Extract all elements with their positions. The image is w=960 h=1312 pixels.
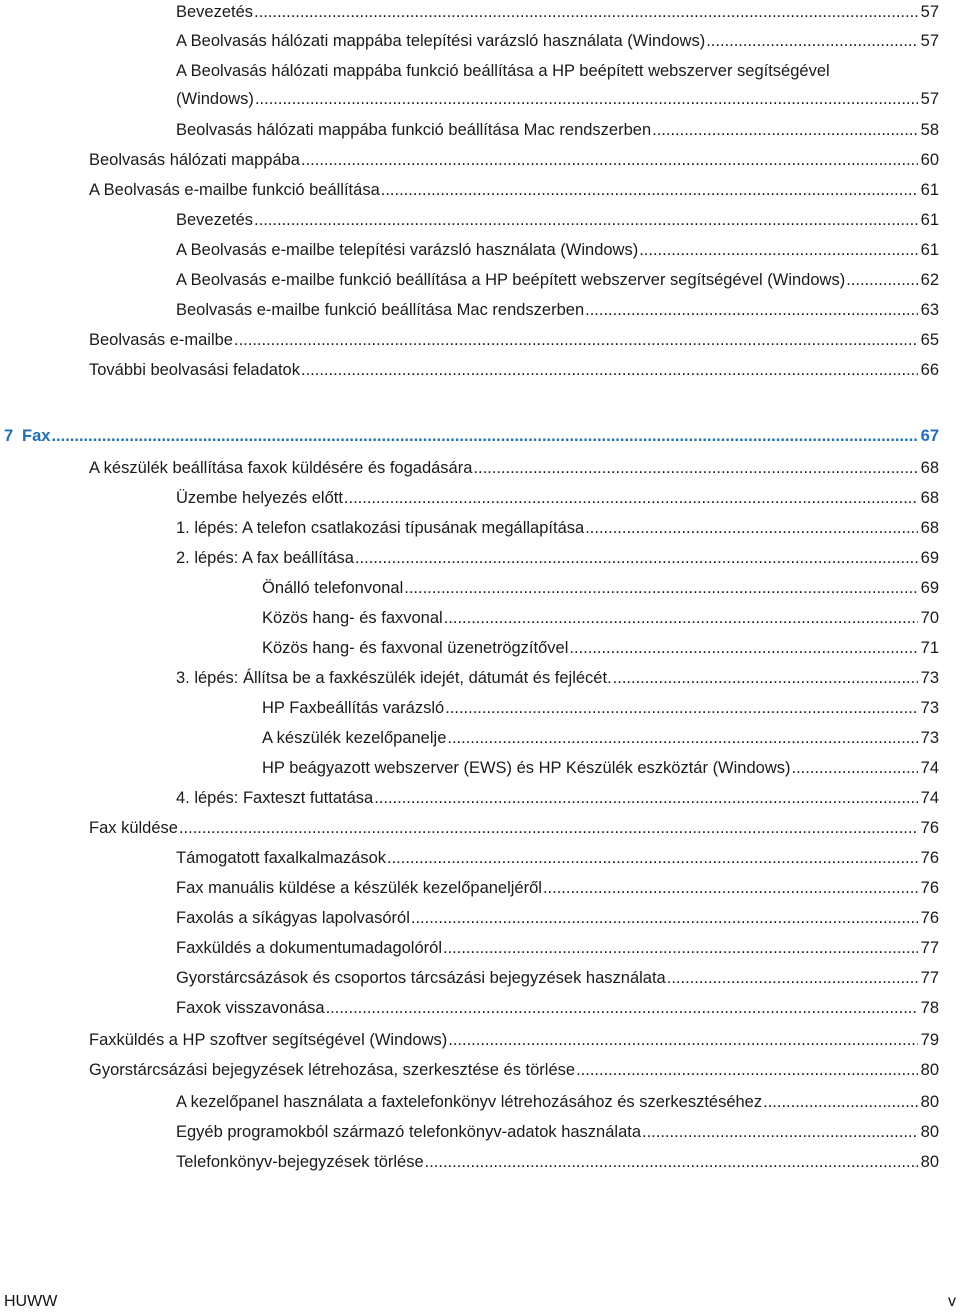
toc-entry-title: A Beolvasás e-mailbe funkció beállítása a HP beépített webszerver segítségével (Windows) — [176, 271, 846, 289]
toc-entry[interactable] — [176, 1090, 939, 1114]
toc-page-number: 77 — [920, 939, 939, 957]
footer-left-label: HUWW — [4, 1293, 58, 1310]
toc-page-number: 71 — [920, 639, 939, 657]
dot-leader — [447, 726, 917, 750]
toc-entry-title: Telefonkönyv-bejegyzések törlése — [176, 1153, 424, 1171]
toc-entry-title: A Beolvasás hálózati mappába funkció beállítása a HP beépített webszerver segítségével — [176, 62, 830, 80]
toc-entry[interactable] — [262, 576, 939, 600]
toc-entry-title: A készülék beállítása faxok küldésére és fogadására — [89, 459, 473, 477]
toc-entry[interactable] — [176, 516, 939, 540]
toc-page-number: 80 — [920, 1153, 939, 1171]
toc-page-number: 61 — [920, 211, 939, 229]
dot-leader — [613, 666, 918, 690]
toc-entry[interactable] — [89, 358, 939, 382]
toc-page-number: 78 — [920, 999, 939, 1017]
toc-page-number: 80 — [920, 1093, 939, 1111]
toc-entry[interactable] — [262, 606, 939, 630]
toc-page-number: 68 — [920, 489, 939, 507]
toc-page-number: 57 — [920, 32, 939, 50]
dot-leader — [254, 208, 918, 232]
toc-entry[interactable] — [176, 486, 939, 510]
toc-entry-title: Bevezetés — [176, 3, 254, 21]
toc-entry-title: Gyorstárcsázások és csoportos tárcsázási bejegyzések használata — [176, 969, 666, 987]
toc-entry[interactable] — [176, 0, 939, 24]
toc-entry[interactable] — [176, 996, 939, 1020]
toc-page-number: 61 — [920, 181, 939, 199]
toc-entry-title: Fax küldése — [89, 819, 178, 837]
toc-page-number: 73 — [920, 699, 939, 717]
dot-leader — [445, 696, 917, 720]
dot-leader — [425, 1150, 918, 1174]
toc-entry[interactable] — [176, 298, 939, 322]
dot-leader — [569, 636, 917, 660]
toc-page-number: 57 — [920, 90, 939, 108]
dot-leader — [473, 456, 917, 480]
toc-entry-title: HP beágyazott webszerver (EWS) és HP Készülék eszköztár (Windows) — [262, 759, 791, 777]
toc-page-number: 66 — [920, 361, 939, 379]
toc-entry[interactable] — [262, 636, 939, 660]
toc-page-number: 74 — [920, 789, 939, 807]
toc-page-number: 73 — [920, 669, 939, 687]
toc-page-number: 77 — [920, 969, 939, 987]
toc-entry[interactable] — [262, 696, 939, 720]
toc-page-number: 69 — [920, 549, 939, 567]
toc-entry-title: Faxolás a síkágyas lapolvasóról — [176, 909, 410, 927]
toc-page-number: 63 — [920, 301, 939, 319]
toc-entry-title: A Beolvasás hálózati mappába telepítési varázsló használata (Windows) — [176, 32, 706, 50]
toc-page-number: 80 — [920, 1061, 939, 1079]
toc-entry-title: 2. lépés: A fax beállítása — [176, 549, 354, 567]
toc-entry-title: A Beolvasás e-mailbe telepítési varázsló használata (Windows) — [176, 241, 639, 259]
toc-page-number: 76 — [920, 849, 939, 867]
toc-entry[interactable] — [176, 966, 939, 990]
toc-entry[interactable] — [176, 268, 939, 292]
dot-leader — [411, 906, 918, 930]
toc-page-number: 62 — [920, 271, 939, 289]
toc-entry[interactable] — [176, 87, 939, 111]
toc-page-number: 76 — [920, 909, 939, 927]
toc-entry[interactable] — [176, 546, 939, 570]
page-number-roman: v — [948, 1293, 956, 1310]
toc-entry[interactable] — [89, 178, 939, 202]
toc-entry[interactable] — [89, 816, 939, 840]
toc-entry-title: Faxok visszavonása — [176, 999, 325, 1017]
toc-entry-title: Faxküldés a HP szoftver segítségével (Windows) — [89, 1031, 448, 1049]
dot-leader — [585, 298, 918, 322]
dot-leader — [763, 1090, 918, 1114]
toc-entry-title: A készülék kezelőpanelje — [262, 729, 447, 747]
toc-entry[interactable] — [176, 786, 939, 810]
dot-leader — [443, 936, 918, 960]
dot-leader — [234, 328, 918, 352]
dot-leader — [51, 424, 917, 448]
toc-entry[interactable] — [89, 1028, 939, 1052]
dot-leader — [301, 358, 918, 382]
toc-page-number: 80 — [920, 1123, 939, 1141]
toc-page-number: 58 — [920, 121, 939, 139]
toc-entry-title: Beolvasás e-mailbe — [89, 331, 233, 349]
toc-page-number: 69 — [920, 579, 939, 597]
toc-entry-title: Közös hang- és faxvonal üzenetrögzítővel — [262, 639, 569, 657]
dot-leader — [652, 118, 918, 142]
toc-page-number: 67 — [920, 427, 939, 445]
toc-entry[interactable] — [89, 456, 939, 480]
toc-entry[interactable] — [176, 118, 939, 142]
toc-page-number: 76 — [920, 879, 939, 897]
toc-entry-title: A Beolvasás e-mailbe funkció beállítása — [89, 181, 380, 199]
dot-leader — [576, 1058, 918, 1082]
dot-leader — [404, 576, 917, 600]
toc-entry[interactable] — [176, 876, 939, 900]
dot-leader — [326, 996, 918, 1020]
toc-entry[interactable] — [262, 726, 939, 750]
toc-entry-title: Közös hang- és faxvonal — [262, 609, 443, 627]
toc-entry[interactable] — [176, 238, 939, 262]
dot-leader — [642, 1120, 918, 1144]
toc-entry[interactable] — [176, 1120, 939, 1144]
toc-entry-title: Beolvasás e-mailbe funkció beállítása Mac rendszerben — [176, 301, 585, 319]
toc-entry-title: Üzembe helyezés előtt — [176, 489, 343, 507]
dot-leader — [344, 486, 918, 510]
toc-page-number: 74 — [920, 759, 939, 777]
dot-leader — [255, 87, 918, 111]
dot-leader — [639, 238, 917, 262]
dot-leader — [667, 966, 918, 990]
toc-entry-title: Faxküldés a dokumentumadagolóról — [176, 939, 442, 957]
dot-leader — [448, 1028, 917, 1052]
toc-entry[interactable] — [176, 666, 939, 690]
chapter-title: Fax — [22, 427, 51, 445]
toc-entry-title: Önálló telefonvonal — [262, 579, 404, 597]
toc-page-number: 79 — [920, 1031, 939, 1049]
toc-entry-title: 4. lépés: Faxteszt futtatása — [176, 789, 374, 807]
dot-leader — [706, 29, 917, 53]
toc-page-number: 68 — [920, 459, 939, 477]
toc-entry[interactable] — [262, 756, 939, 780]
toc-entry-title: Gyorstárcsázási bejegyzések létrehozása, szerkesztése és törlése — [89, 1061, 576, 1079]
toc-entry-title: Beolvasás hálózati mappába funkció beállítása Mac rendszerben — [176, 121, 652, 139]
toc-page-number: 61 — [920, 241, 939, 259]
dot-leader — [179, 816, 918, 840]
toc-entry[interactable] — [176, 1150, 939, 1174]
toc-entry-title: 3. lépés: Állítsa be a faxkészülék idejét, dátumát és fejlécét. — [176, 669, 612, 687]
dot-leader — [254, 0, 918, 24]
toc-entry-title: 1. lépés: A telefon csatlakozási típusának megállapítása — [176, 519, 585, 537]
toc-entry-title: HP Faxbeállítás varázsló — [262, 699, 445, 717]
dot-leader — [543, 876, 918, 900]
dot-leader — [381, 178, 918, 202]
toc-page-number: 76 — [920, 819, 939, 837]
toc-entry-title: Fax manuális küldése a készülék kezelőpaneljéről — [176, 879, 542, 897]
dot-leader — [301, 148, 918, 172]
toc-entry[interactable] — [89, 1058, 939, 1082]
toc-entry-title: További beolvasási feladatok — [89, 361, 300, 379]
toc-entry-title: (Windows) — [176, 90, 254, 108]
toc-entry-title — [4, 424, 50, 448]
dot-leader — [374, 786, 917, 810]
toc-chapter-entry[interactable] — [4, 424, 939, 448]
toc-entry[interactable] — [176, 846, 939, 870]
dot-leader — [792, 756, 918, 780]
dot-leader — [387, 846, 918, 870]
toc-page-number: 65 — [920, 331, 939, 349]
toc-entry-title: A kezelőpanel használata a faxtelefonkönyv létrehozásához és szerkesztéséhez — [176, 1093, 763, 1111]
toc-page-number: 68 — [920, 519, 939, 537]
chapter-number: 7 — [4, 427, 14, 445]
dot-leader — [355, 546, 918, 570]
toc-page-number: 60 — [920, 151, 939, 169]
toc-entry-title: Egyéb programokból származó telefonkönyv-adatok használata — [176, 1123, 642, 1141]
toc-entry[interactable] — [176, 936, 939, 960]
toc-page-number: 70 — [920, 609, 939, 627]
toc-entry[interactable] — [176, 29, 939, 53]
dot-leader — [846, 268, 917, 292]
toc-entry-title: Bevezetés — [176, 211, 254, 229]
dot-leader — [444, 606, 918, 630]
toc-page-number: 57 — [920, 3, 939, 21]
toc-entry[interactable] — [176, 906, 939, 930]
dot-leader — [585, 516, 917, 540]
toc-entry[interactable] — [176, 59, 830, 83]
toc-entry[interactable] — [89, 148, 939, 172]
toc-page-number: 73 — [920, 729, 939, 747]
toc-entry[interactable] — [176, 208, 939, 232]
toc-entry-title: Támogatott faxalkalmazások — [176, 849, 387, 867]
toc-entry-title: Beolvasás hálózati mappába — [89, 151, 300, 169]
toc-entry[interactable] — [89, 328, 939, 352]
